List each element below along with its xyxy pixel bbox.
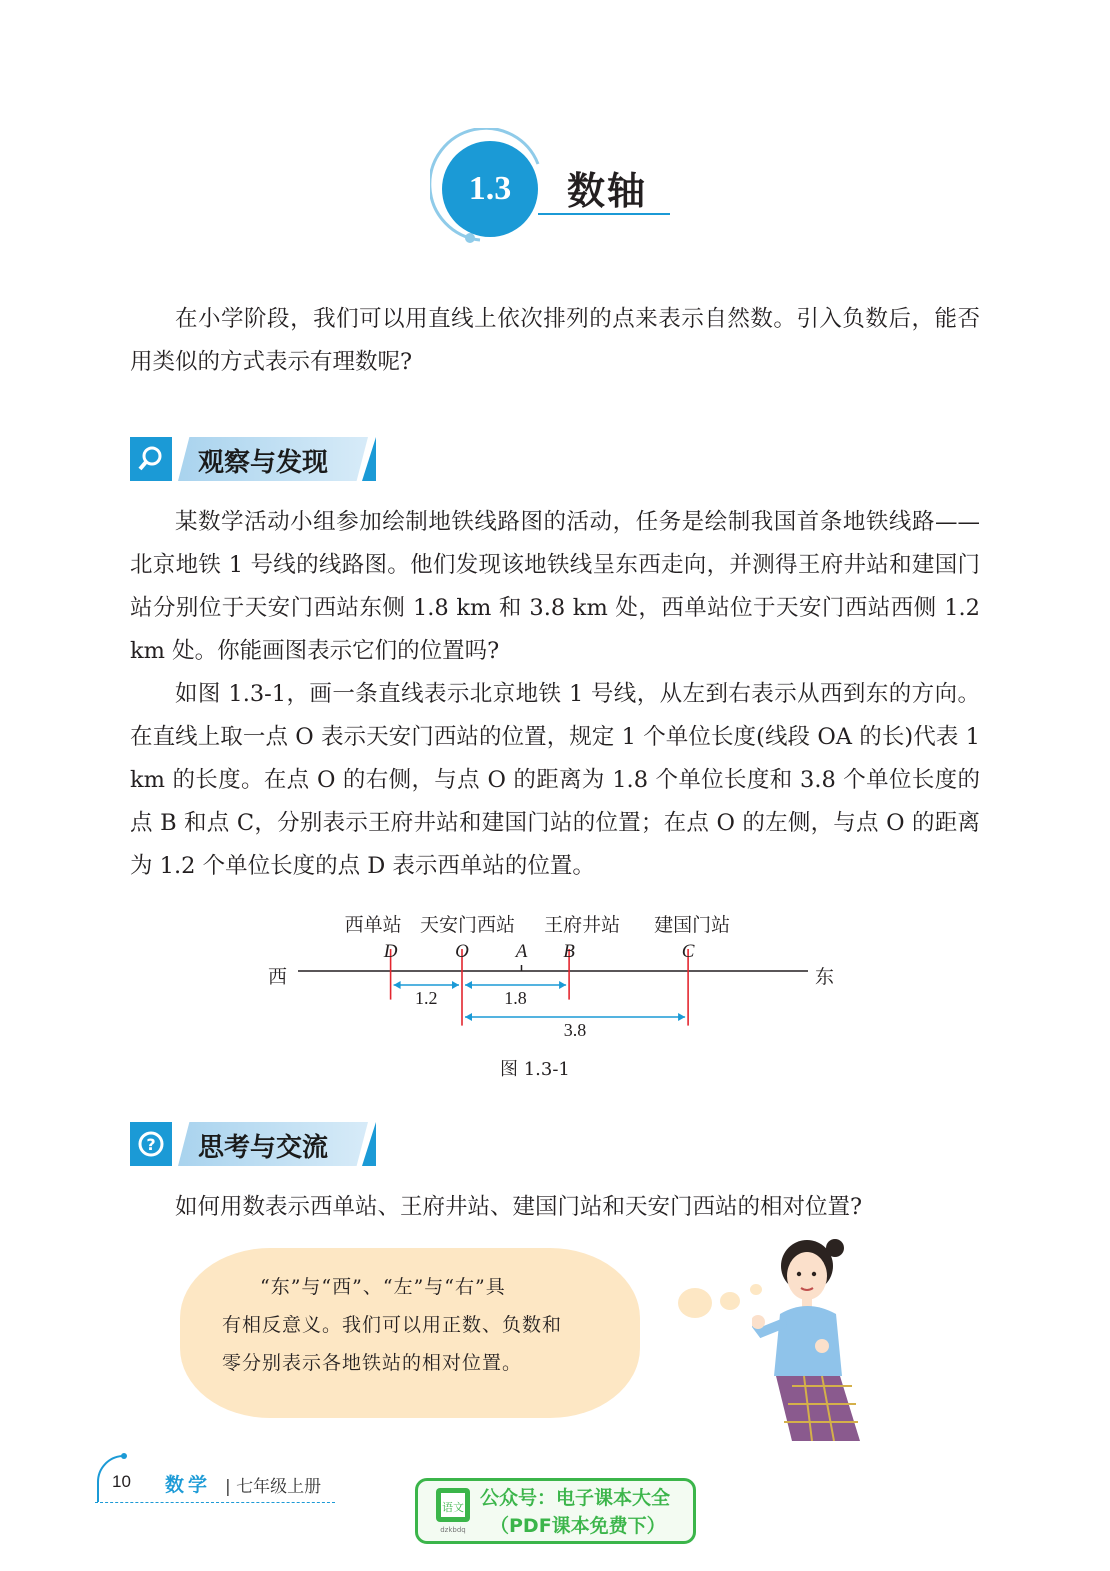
intro-paragraph xyxy=(130,298,980,384)
arrow-head-left xyxy=(465,1013,472,1021)
bubble-text xyxy=(222,1268,612,1382)
bubble-line-2: 有相反意义。我们可以用正数、负数和 xyxy=(222,1314,563,1336)
logo-text: 语文 xyxy=(442,1501,464,1514)
point-label-B: B xyxy=(563,941,575,962)
observe-paragraph-2: 如图 1.3-1，画一条直线表示北京地铁 1 号线，从左到右表示从西到东的方向。在直线上取一点 O 表示天安门西站的位置，规定 1 个单位长度(线段 OA 的长)代表 1 km 的长度。在点 O 的右侧，与点 O 的距离为 1.8 个单位长度和 3.8 个单位长度的点 B 和点 C，分别表示王府井站和建国门站的位置；在点 O 的左侧，与点 O 的距离为 1.2 个单位长度的点 D 表示西单站的位置。 xyxy=(130,681,980,879)
book-logo-icon xyxy=(434,1486,474,1534)
station-name-label: 西单站 xyxy=(344,914,402,936)
arrow-head-right xyxy=(452,981,459,989)
magnifier-icon xyxy=(130,437,172,481)
bubble-line-1: “东”与“西”、“左”与“右”具 xyxy=(260,1276,506,1298)
think-question: 如何用数表示西单站、王府井站、建国门站和天安门西站的相对位置? xyxy=(175,1194,863,1220)
section-number-badge: 1.3 xyxy=(442,141,538,237)
question-cycle-icon xyxy=(130,1122,172,1166)
distance-label: 3.8 xyxy=(563,1020,587,1040)
arrow-head-left xyxy=(465,981,472,989)
think-label: 思考与交流 xyxy=(198,1133,329,1163)
footer-divider xyxy=(95,1502,335,1503)
logo-caption: dzkbdq xyxy=(440,1526,466,1534)
observe-paragraph-1: 某数学活动小组参加绘制地铁线路图的活动，任务是绘制我国首条地铁线路——北京地铁 1 号线的线路图。他们发现该地铁线呈东西走向，并测得王府井站和建国门站分别位于天安门西站东侧 1.8 km 和 3.8 km 处，西单站位于天安门西站西侧 1.2 km 处。你能画图表示它们的位置吗? xyxy=(130,509,980,664)
intro-text: 在小学阶段，我们可以用直线上依次排列的点来表示自然数。引入负数后，能否用类似的方式表示有理数呢? xyxy=(130,306,980,375)
svg-text:?: ? xyxy=(146,1135,156,1154)
station-name-label: 建国门站 xyxy=(654,914,731,936)
observe-tag xyxy=(130,437,380,481)
distance-label: 1.8 xyxy=(504,988,527,1008)
station-name-label: 王府井站 xyxy=(544,914,621,936)
west-label: 西 xyxy=(268,966,288,988)
watermark-line-1: 公众号：电子课本大全 xyxy=(480,1487,671,1509)
figure-caption: 图 1.3-1 xyxy=(500,1059,570,1080)
page-number: 10 xyxy=(112,1472,131,1491)
watermark-line-2: （PDF课本免费下） xyxy=(490,1515,666,1537)
footer-grade: | 七年级上册 xyxy=(225,1477,322,1497)
girl-illustration xyxy=(752,1236,872,1441)
station-name-label: 天安门西站 xyxy=(420,914,516,936)
bubble-dot xyxy=(678,1288,712,1318)
arrow-head-right xyxy=(559,981,566,989)
section-title: 数轴 xyxy=(567,169,648,213)
footer-subject: 数学 xyxy=(165,1474,212,1496)
watermark-badge xyxy=(415,1478,696,1544)
bubble-line-3: 零分别表示各地铁站的相对位置。 xyxy=(222,1352,523,1374)
think-tag xyxy=(130,1122,380,1166)
point-label-D: D xyxy=(383,941,398,962)
east-label: 东 xyxy=(815,966,835,988)
arrow-head-right xyxy=(678,1013,685,1021)
observe-label: 观察与发现 xyxy=(198,448,329,478)
number-line-figure xyxy=(260,905,850,1040)
arrow-head-left xyxy=(394,981,401,989)
point-label-O: O xyxy=(455,941,469,962)
observe-paragraphs xyxy=(130,501,980,888)
bubble-dot xyxy=(720,1292,740,1310)
think-question-block xyxy=(130,1186,980,1229)
point-label-C: C xyxy=(681,941,695,962)
distance-label: 1.2 xyxy=(415,988,438,1008)
point-label-A: A xyxy=(515,941,528,962)
